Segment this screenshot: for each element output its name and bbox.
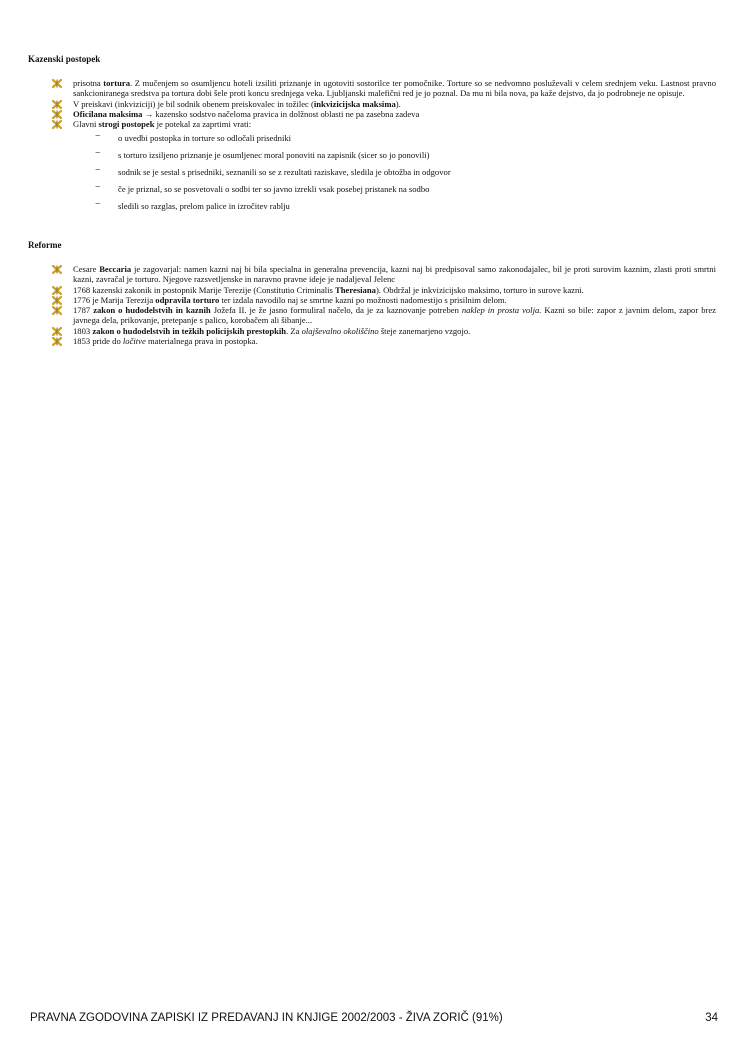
list-item [52, 326, 716, 336]
section-heading-kazenski-postopek: Kazenski postopek [28, 54, 101, 64]
bold-text: tortura [103, 78, 130, 88]
text-run: 1853 pride do [73, 336, 123, 347]
bold-text: Theresiana [335, 284, 376, 295]
text-run: ). Obdržal je inkvizicijsko maksimo, torturo in surove kazni. [375, 284, 584, 295]
text-run: je zagovarjal: namen kazni naj bi bila specialna in generalna prevencija, kazni naj bi predpisoval samo zakonodajalec, bil je proti surovim kaznim, zlasti proti smrtni kazni, zavračal je torturo. Njegove razsvetljenske in naravno pravne ideje je nadaljeval Jelenc [73, 264, 716, 285]
text-run: prisotna [73, 78, 104, 88]
list-item [52, 99, 716, 109]
sub-list-item [73, 133, 716, 143]
text-run: . Z mučenjem so osumljencu hoteli izsiliti priznanje in ugotoviti sostorilce ter pomočnike. Torture so se nedvomno posluževali v celem srednjem veku. Lastnost pravno sankcioniranega sredstva pa tortura dobi šele proti koncu srednjega veka. Ljubljanski malefični red je jo poznal. Da mu ni bila nova, pa kaže dejstvo, da jo podrobneje ne opisuje. [73, 78, 716, 99]
sub-list-item [73, 150, 716, 160]
page-number: 34 [705, 1012, 718, 1024]
dash-icon: − [95, 165, 101, 177]
star-bullet-icon [52, 337, 62, 346]
list-item [52, 336, 716, 346]
list-item [52, 78, 716, 99]
sub-list [73, 133, 716, 211]
star-bullet-icon [52, 100, 62, 109]
list-item [52, 119, 716, 212]
text-run: ). [395, 98, 401, 109]
star-bullet-icon [52, 265, 62, 274]
sub-list-item [73, 201, 716, 211]
bold-text: odpravila torturo [155, 294, 220, 305]
bold-text: inkvizicijska maksima [313, 98, 396, 109]
bold-text: zakon o hudodelstvih in kaznih [93, 305, 211, 316]
footer-title: PRAVNA ZGODOVINA ZAPISKI IZ PREDAVANJ IN KNJIGE 2002/2003 - ŽIVA ZORIČ (91%) [30, 1012, 503, 1024]
text-run: 1768 kazenski zakonik in postopnik Marije Terezije (Constitutio Criminalis [73, 284, 336, 295]
text-run: . Za [286, 325, 302, 336]
text-run: → kazensko sodstvo načeloma pravica in dolžnost oblasti ne pa zasebna zadeva [142, 108, 420, 119]
reforme-list [52, 264, 716, 346]
sub-list-item [73, 167, 716, 177]
text-run: Glavni [73, 119, 99, 130]
list-item [52, 295, 716, 305]
text-run: 1787 [73, 305, 94, 316]
text-run: 1776 je Marija Terezija [73, 294, 156, 305]
star-bullet-icon [52, 296, 62, 305]
dash-icon: − [95, 199, 101, 211]
list-item [52, 285, 716, 295]
text-run: Cesare [73, 264, 100, 274]
star-bullet-icon [52, 79, 62, 88]
sub-item-text: če je priznal, so se posvetovali o sodbi ter so javno izrekli vsak posebej pristanek na sodbo [118, 184, 430, 195]
list-item [52, 264, 716, 285]
dash-icon: − [95, 131, 101, 143]
bold-text: strogi postopek [98, 119, 155, 130]
text-run: Jožefa II. je že jasno formuliral načelo, da je za kaznovanje potreben [210, 305, 462, 316]
dash-icon: − [95, 148, 101, 160]
italic-text: ločitve [122, 336, 146, 347]
text-run: je potekal za zaprtimi vrati: [154, 119, 252, 130]
bold-text: Beccaria [99, 264, 132, 274]
sub-item-text: sodnik se je sestal s prisedniki, seznanili so se z rezultati raziskave, sledila je obtožba in odgovor [118, 167, 451, 178]
text-run: V preiskavi (inkviziciji) je bil sodnik obenem preiskovalec in tožilec ( [73, 98, 314, 109]
italic-text: olajševalno okoliščino [301, 325, 379, 336]
star-bullet-icon [52, 286, 62, 295]
kazenski-postopek-list [52, 78, 716, 218]
italic-text: naklep in prosta volja. [461, 305, 542, 316]
sub-list-item [73, 184, 716, 194]
bold-text: zakon o hudodelstvih in težkih policijskih prestopkih [92, 325, 287, 336]
text-run: šteje zanemarjeno vzgojo. [378, 325, 471, 336]
dash-icon: − [95, 182, 101, 194]
section-heading-reforme: Reforme [28, 240, 62, 250]
sub-item-text: s torturo izsiljeno priznanje je osumljenec moral ponoviti na zapisnik (sicer so jo ponovili) [118, 150, 430, 161]
list-item [52, 109, 716, 119]
text-run: ter izdala navodilo naj se smrtne kazni po možnosti nadomestijo s prisilnim delom. [219, 294, 507, 305]
star-bullet-icon [52, 327, 62, 336]
text-run: materialnega prava in postopka. [145, 336, 258, 347]
sub-item-text: sledili so razglas, prelom palice in izročitev rablju [118, 201, 290, 212]
sub-item-text: o uvedbi postopka in torture so odločali prisedniki [118, 133, 292, 144]
text-run: Kazni so bile: zapor z javnim delom, zapor brez javnega dela, prikovanje, pretepanje s palico, korobačem ali šibanje... [73, 305, 716, 326]
text-run: 1803 [73, 325, 93, 336]
star-bullet-icon [52, 110, 62, 119]
bold-text: Oficilana maksima [73, 108, 143, 119]
star-bullet-icon [52, 306, 62, 315]
star-bullet-icon [52, 120, 62, 129]
list-item [52, 305, 716, 326]
